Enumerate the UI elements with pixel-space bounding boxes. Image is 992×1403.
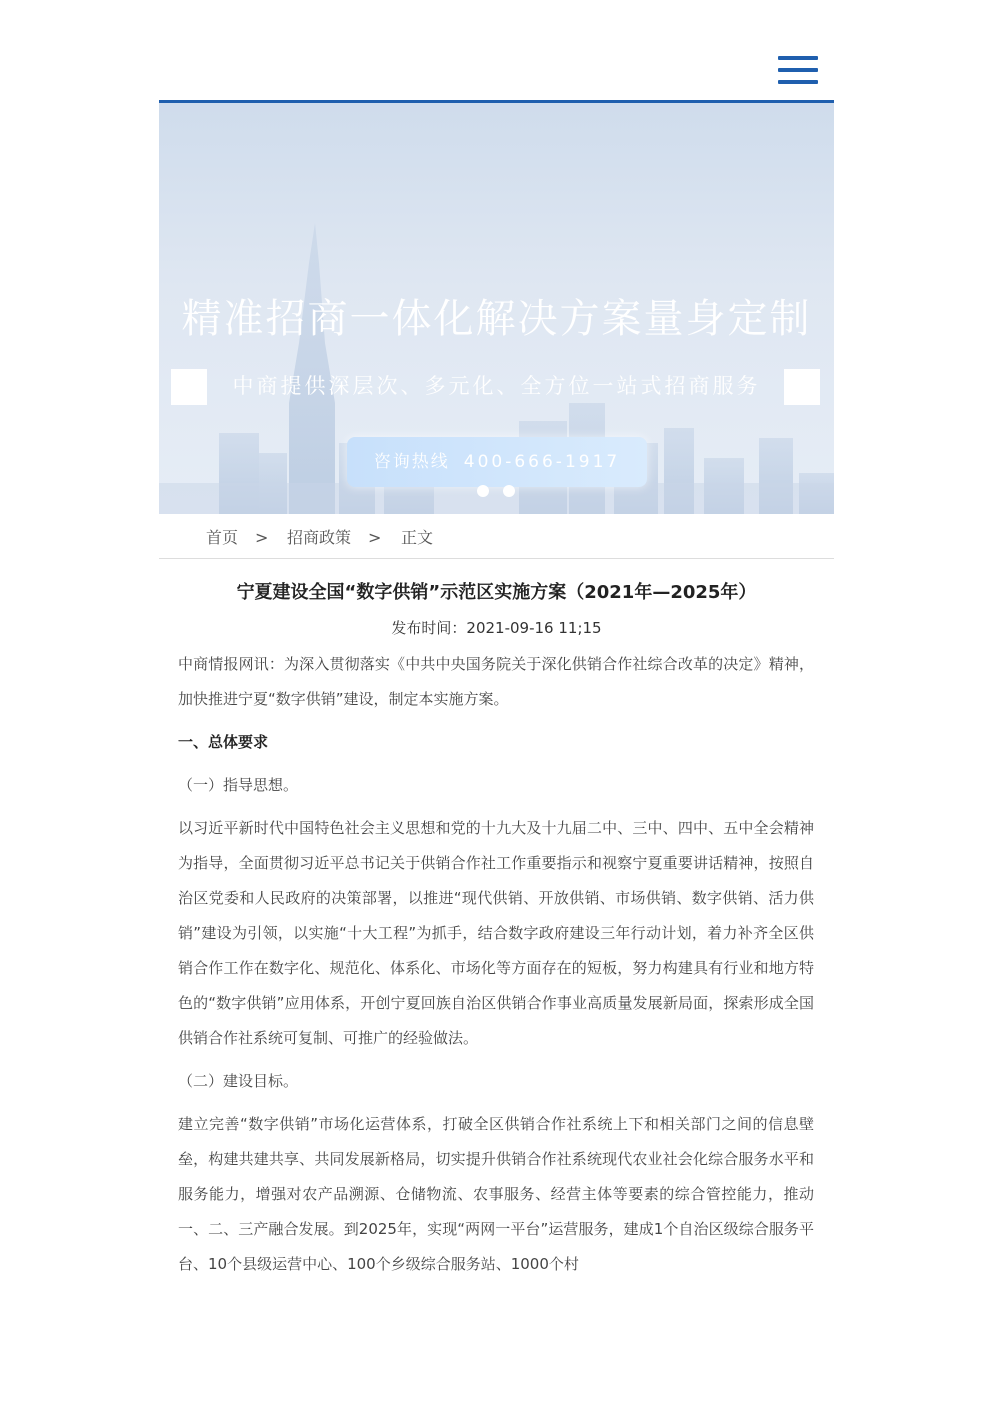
breadcrumb-separator: > xyxy=(368,528,382,547)
subsection-heading: （二）建设目标。 xyxy=(178,1072,299,1090)
publish-label: 发布时间： xyxy=(391,619,467,637)
banner-next-button[interactable] xyxy=(784,369,820,405)
menu-bar-top xyxy=(778,56,818,60)
hotline-label: 咨询热线 xyxy=(373,452,450,472)
article-title: 宁夏建设全国“数字供销”示范区实施方案（2021年—2025年） xyxy=(236,582,757,603)
publish-time: 2021-09-16 11;15 xyxy=(466,619,602,637)
article-body xyxy=(178,647,814,1290)
banner-subtitle: 中商提供深层次、多元化、全方位一站式招商服务 xyxy=(232,374,761,398)
hotline-button[interactable] xyxy=(347,437,647,487)
breadcrumb xyxy=(159,516,834,559)
article-paragraph: 中商情报网讯：为深入贯彻落实《中共中央国务院关于深化供销合作社综合改革的决定》精神，加快推进宁夏“数字供销”建设，制定本实施方案。 xyxy=(178,655,814,708)
carousel-dot-1[interactable] xyxy=(477,485,489,497)
breadcrumb-policy-link[interactable]: 招商政策 xyxy=(287,528,352,547)
breadcrumb-separator: > xyxy=(255,528,269,547)
hero-banner xyxy=(159,103,834,514)
section-heading: 一、总体要求 xyxy=(178,733,269,751)
breadcrumb-home-link[interactable]: 首页 xyxy=(206,528,239,547)
hamburger-menu-icon[interactable] xyxy=(778,56,818,84)
article-paragraph: 以习近平新时代中国特色社会主义思想和党的十九大及十九届二中、三中、四中、五中全会精神为指导，全面贯彻习近平总书记关于供销合作社工作重要指示和视察宁夏重要讲话精神，按照自治区党委和人民政府的决策部署，以推进“现代供销、开放供销、市场供销、数字供销、活力供销”建设为引领，以实施“十大工程”为抓手，结合数字政府建设三年行动计划，着力补齐全区供销合作工作在数字化、规范化、体系化、市场化等方面存在的短板，努力构建具有行业和地方特色的“数字供销”应用体系，开创宁夏回族自治区供销合作事业高质量发展新局面，探索形成全国供销合作社系统可复制、可推广的经验做法。 xyxy=(178,819,814,1047)
site-header xyxy=(159,40,834,103)
breadcrumb-current: 正文 xyxy=(401,528,434,547)
subsection-heading: （一）指导思想。 xyxy=(178,776,299,794)
publish-info xyxy=(159,616,834,640)
menu-bar-middle xyxy=(778,68,818,72)
carousel-dot-2[interactable] xyxy=(503,485,515,497)
hotline-number: 400-666-1917 xyxy=(463,452,621,472)
article-paragraph: 建立完善“数字供销”市场化运营体系，打破全区供销合作社系统上下和相关部门之间的信息壁垒，构建共建共享、共同发展新格局，切实提升供销合作社系统现代农业社会化综合服务水平和服务能力，增强对农产品溯源、仓储物流、农事服务、经营主体等要素的综合管控能力，推动一、二、三产融合发展。到2025年，实现“两网一平台”运营服务，建成1个自治区级综合服务平台、10个县级运营中心、100个乡级综合服务站、1000个村 xyxy=(178,1115,814,1273)
banner-title: 精准招商一体化解决方案量身定制 xyxy=(181,296,812,342)
menu-bar-bottom xyxy=(778,80,818,84)
